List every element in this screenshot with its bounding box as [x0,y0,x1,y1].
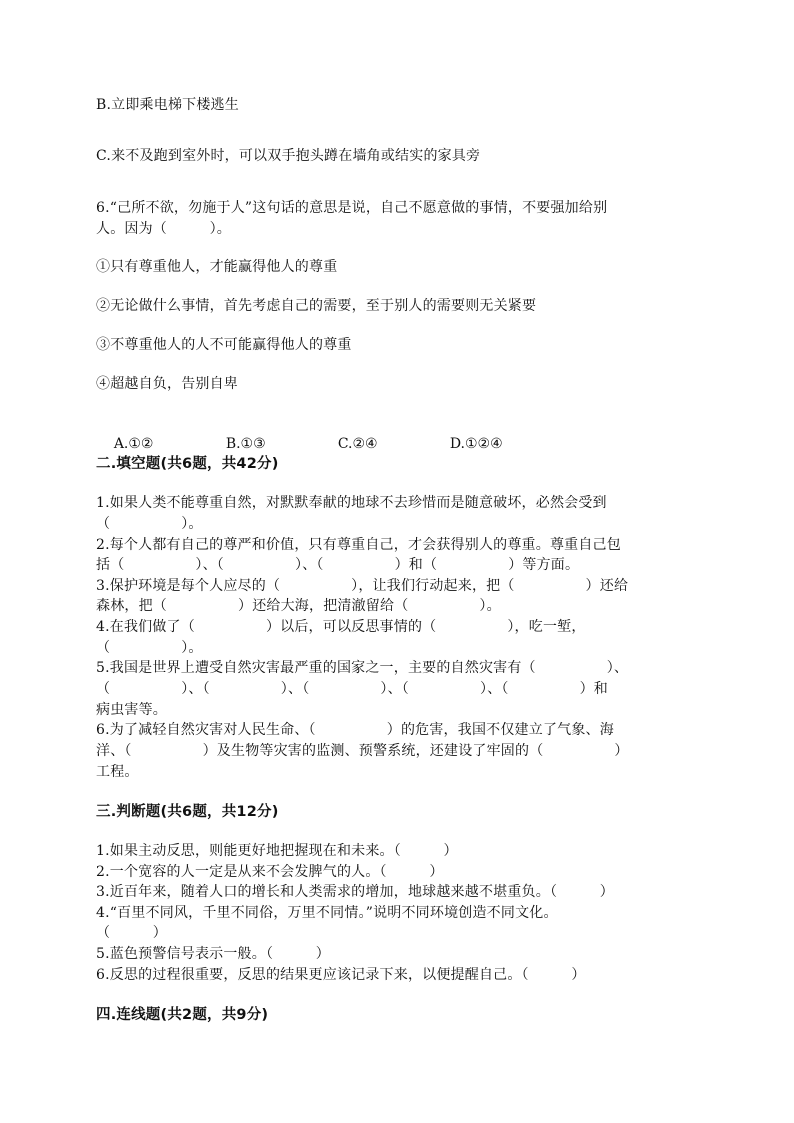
section2-line: 森林，把（ ）还给大海，把清澈留给（ ）。 [96,598,501,614]
q5-option-c: C.来不及跑到室外时，可以双手抱头蹲在墙角或结实的家具旁 [96,148,481,164]
section4-title: 四.连线题(共2题，共9分) [96,1007,269,1023]
q6-item-3: ③不尊重他人的人不可能赢得他人的尊重 [96,337,352,353]
section2-line: 6.为了减轻自然灾害对人民生命、（ ）的危害，我国不仅建立了气象、海 [96,722,614,738]
section2-title: 二.填空题(共6题，共42分) [96,456,279,472]
q5-option-b: B.立即乘电梯下楼逃生 [96,97,239,113]
q6-choice-c: C.②④ [337,436,378,452]
section3-line: 3.近百年来，随着人口的增长和人类需求的增加，地球越来越不堪重负。（ ） [96,884,614,900]
section2-line: （ ）、（ ）、（ ）、（ ）、（ ）和 [96,681,608,697]
q6-stem-line2: 人。因为（ ）。 [96,221,231,237]
section3-line: 2.一个宽容的人一定是从来不会发脾气的人。（ ） [96,864,444,880]
section2-line: 4.在我们做了（ ）以后，可以反思事情的（ ），吃一堑， [96,619,586,635]
section2-line: 工程。 [96,764,139,780]
section3-line: 4.“百里不同风，千里不同俗，万里不同情。”说明不同环境创造不同文化。 [96,905,558,921]
section2-line: 5.我国是世界上遭受自然灾害最严重的国家之一，主要的自然灾害有（ ）、 [96,660,629,676]
section3-line: （ ） [96,925,167,941]
section2-line: 括（ ）、（ ）、（ ）和（ ）等方面。 [96,557,580,573]
section3-line: 1.如果主动反思，则能更好地把握现在和未来。（ ） [96,843,458,859]
section3-line: 5.蓝色预警信号表示一般。（ ） [96,946,330,962]
q6-choice-a: A.①② [113,436,154,452]
section3-title: 三.判断题(共6题，共12分) [96,804,279,820]
q6-choice-d: D.①②④ [449,436,503,452]
section2-line: （ ）。 [96,640,203,656]
section2-line: 病虫害等。 [96,702,167,718]
section3-line: 6.反思的过程很重要，反思的结果更应该记录下来，以便提醒自己。（ ） [96,967,586,983]
q6-item-1: ①只有尊重他人，才能赢得他人的尊重 [96,259,338,275]
section2-line: 1.如果人类不能尊重自然，对默默奉献的地球不去珍惜而是随意破坏，必然会受到 [96,495,607,511]
q6-item-2: ②无论做什么事情，首先考虑自己的需要，至于别人的需要则无关紧要 [96,298,537,314]
section2-line: 2.每个人都有自己的尊严和价值，只有尊重自己，才会获得别人的尊重。尊重自己包 [96,537,621,553]
section2-line: 洋、（ ）及生物等灾害的监测、预警系统，还建设了牢固的（ ） [96,743,629,759]
q6-item-4: ④超越自负，告别自卑 [96,376,238,392]
q6-choice-b: B.①③ [225,436,266,452]
q6-stem-line1: 6.“己所不欲，勿施于人”这句话的意思是说，自己不愿意做的事情，不要强加给别 [96,200,608,216]
section2-line: 3.保护环境是每个人应尽的（ ），让我们行动起来，把（ ）还给 [96,578,629,594]
section2-line: （ ）。 [96,516,203,532]
